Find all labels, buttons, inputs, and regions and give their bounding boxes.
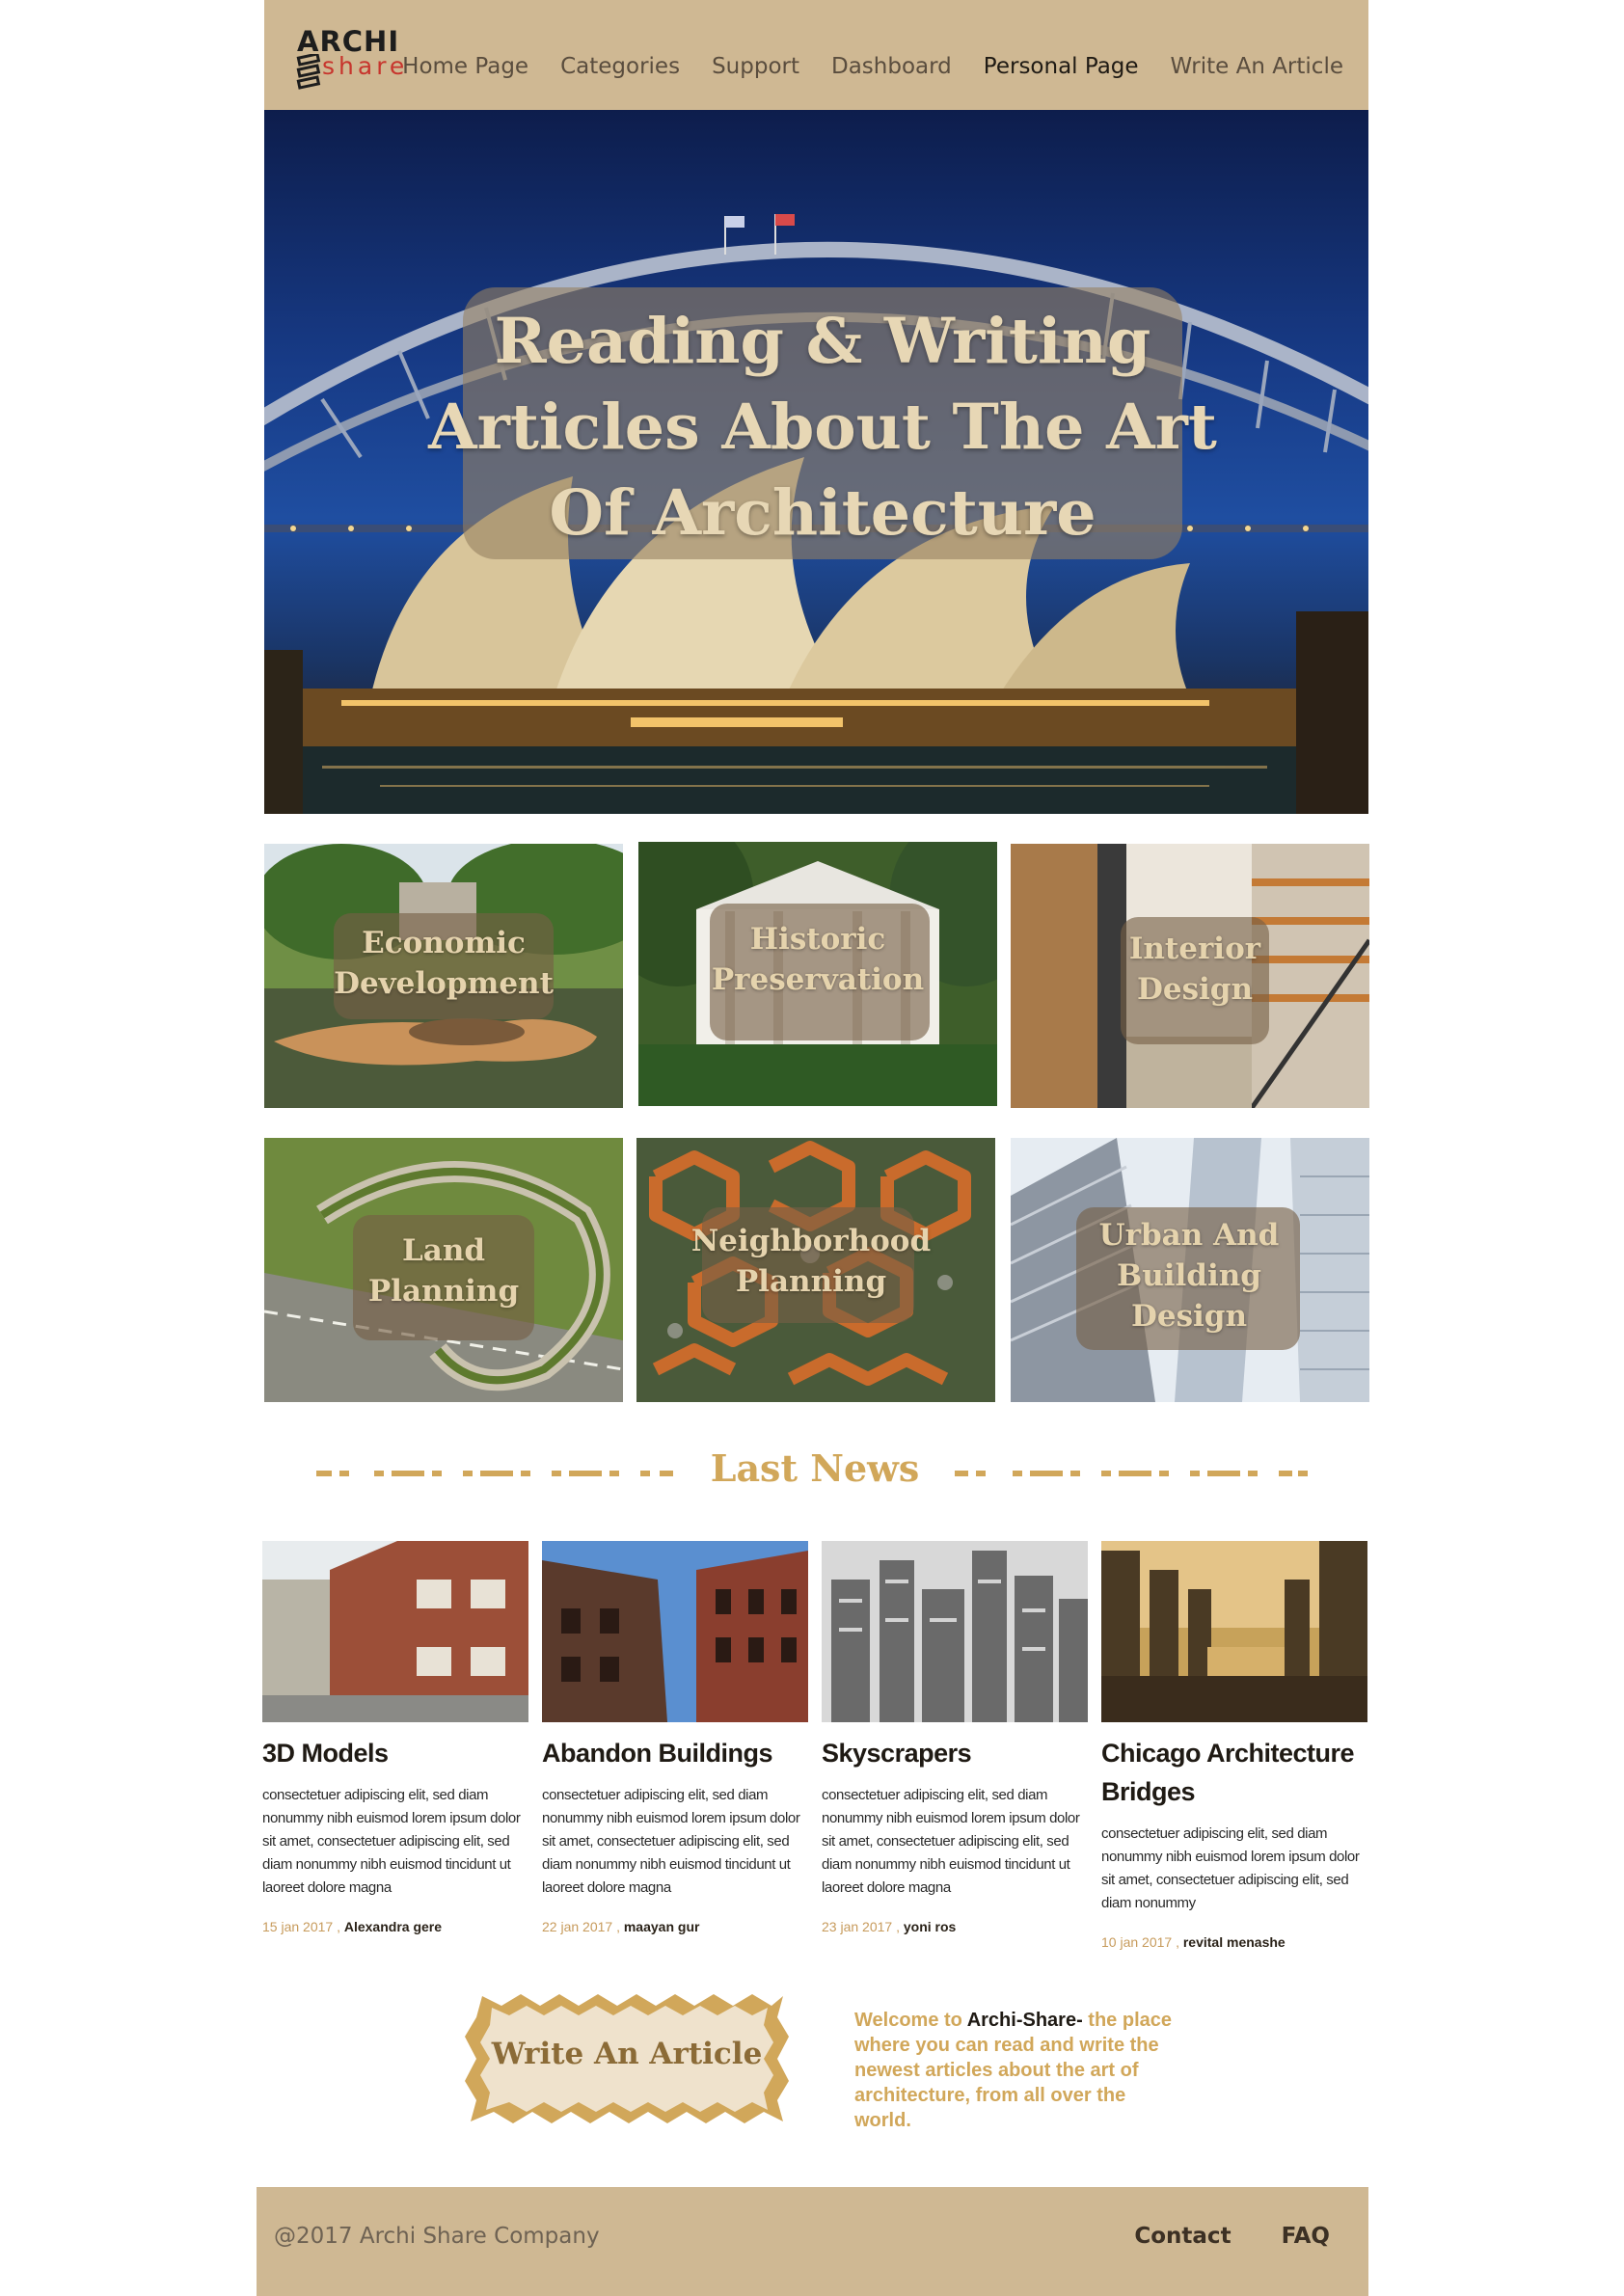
category-interior-design[interactable]	[1011, 844, 1369, 1108]
divider-dash	[569, 1471, 602, 1476]
category-label: Historic Preservation	[711, 922, 925, 997]
news-card-meta	[262, 1919, 528, 1934]
copyright-text: @2017 Archi Share Company	[274, 2224, 600, 2249]
divider-dash	[374, 1471, 384, 1476]
skyscrapers-image[interactable]	[822, 1541, 1088, 1722]
divider-dash	[1119, 1471, 1151, 1476]
news-card-author[interactable]: maayan gur	[623, 1919, 700, 1934]
news-card-title[interactable]: 3D Models	[262, 1739, 389, 1768]
news-card	[1101, 1541, 1367, 1950]
news-card-meta	[542, 1919, 808, 1934]
divider-dash	[316, 1471, 332, 1476]
divider-dash	[1190, 1471, 1200, 1476]
divider-dash	[660, 1471, 673, 1476]
write-article-button[interactable]	[463, 1988, 791, 2129]
nav-personal-page[interactable]: Personal Page	[983, 54, 1139, 79]
footer-links	[1134, 2224, 1330, 2249]
divider-dash	[392, 1471, 424, 1476]
news-card-date: 15 jan 2017 ,	[262, 1919, 340, 1934]
news-card-title[interactable]: Skyscrapers	[822, 1739, 972, 1768]
divider-dash	[1101, 1471, 1111, 1476]
nav-dashboard[interactable]: Dashboard	[830, 54, 952, 79]
divider-dash	[339, 1471, 349, 1476]
footer-link-contact[interactable]: Contact	[1134, 2224, 1232, 2249]
news-card-excerpt: consectetuer adipiscing elit, sed diam nonummy nibh euismod lorem ipsum dolor sit amet, consectetuer adipiscing elit, sed diam nonummy nibh euismod tincidunt ut laoreet dolore magna	[822, 1787, 1080, 1896]
news-card-date: 10 jan 2017 ,	[1101, 1934, 1179, 1950]
site-footer	[257, 2187, 1368, 2296]
welcome-post: the place where you can read and write the newest articles about the art of architecture, from all over the world.	[854, 2010, 1172, 2131]
divider-dash	[1013, 1471, 1022, 1476]
chicago-bridges-image[interactable]	[1101, 1541, 1367, 1722]
category-historic-preservation[interactable]	[638, 842, 997, 1106]
news-card-author[interactable]: revital menashe	[1182, 1934, 1286, 1950]
nav-home-page[interactable]: Home Page	[402, 54, 529, 79]
news-card-date: 22 jan 2017 ,	[542, 1919, 620, 1934]
divider-dash	[1159, 1471, 1169, 1476]
news-card-excerpt: consectetuer adipiscing elit, sed diam nonummy nibh euismod lorem ipsum dolor sit amet, consectetuer adipiscing elit, sed diam nonummy nibh euismod tincidunt ut laoreet dolore magna	[262, 1787, 521, 1896]
last-news-heading: Last News	[710, 1446, 920, 1490]
category-urban-and-building-design[interactable]	[1011, 1138, 1369, 1402]
category-label: Urban And Building Design	[1098, 1218, 1280, 1334]
nav-support[interactable]: Support	[712, 54, 799, 79]
news-card-meta	[822, 1919, 1088, 1934]
divider-dash	[1248, 1471, 1258, 1476]
hero-title: Reading & Writing Articles About The Art Of Architecture	[428, 305, 1217, 550]
news-card-title[interactable]: Chicago Architecture Bridges	[1101, 1739, 1355, 1806]
divider-dash	[1298, 1471, 1308, 1476]
divider-dash	[609, 1471, 619, 1476]
welcome-pre: Welcome to	[854, 2010, 967, 2031]
main-nav	[402, 54, 1343, 79]
nav-categories[interactable]: Categories	[560, 54, 681, 79]
news-card	[822, 1541, 1088, 1934]
news-card-author[interactable]: Alexandra gere	[343, 1919, 443, 1934]
abandon-buildings-image[interactable]	[542, 1541, 808, 1722]
divider-dash	[976, 1471, 986, 1476]
logo-text-archi: ARCHI	[297, 25, 400, 58]
nav-write-an-article[interactable]: Write An Article	[1170, 54, 1343, 79]
hero-banner	[264, 110, 1368, 814]
news-card	[262, 1541, 528, 1934]
welcome-message	[854, 2008, 1182, 2133]
news-card-author[interactable]: yoni ros	[903, 1919, 957, 1934]
3d-models-image[interactable]	[262, 1541, 528, 1722]
divider-dash	[432, 1471, 442, 1476]
divider-dash	[552, 1471, 561, 1476]
news-card-date: 23 jan 2017 ,	[822, 1919, 900, 1934]
logo-mark-icon	[295, 54, 324, 93]
category-label: Land Planning	[367, 1233, 520, 1309]
site-header	[264, 0, 1368, 110]
divider-dash	[1030, 1471, 1063, 1476]
category-neighborhood-planning[interactable]	[636, 1138, 995, 1402]
news-card-excerpt: consectetuer adipiscing elit, sed diam nonummy nibh euismod lorem ipsum dolor sit amet, consectetuer adipiscing elit, sed diam nonummy nibh euismod tincidunt ut laoreet dolore magna	[542, 1787, 800, 1896]
news-card-meta	[1101, 1934, 1367, 1950]
news-card	[542, 1541, 808, 1934]
logo-text-share: share	[322, 52, 409, 80]
divider-dash	[955, 1471, 968, 1476]
welcome-brand: Archi-Share-	[966, 2010, 1083, 2031]
divider-dash	[1279, 1471, 1292, 1476]
category-label: Economic Development	[334, 926, 554, 1001]
divider-dash	[480, 1471, 513, 1476]
category-land-planning[interactable]	[264, 1138, 623, 1402]
write-article-button-label: Write An Article	[491, 2037, 763, 2071]
news-card-excerpt: consectetuer adipiscing elit, sed diam nonummy nibh euismod lorem ipsum dolor sit amet, consectetuer adipiscing elit, sed diam nonummy	[1101, 1825, 1360, 1911]
divider-dash	[521, 1471, 530, 1476]
category-economic-development[interactable]	[264, 844, 623, 1108]
divider-dash	[463, 1471, 473, 1476]
category-label: Interior Design	[1128, 932, 1261, 1007]
divider-dash	[1070, 1471, 1080, 1476]
category-label: Neighborhood Planning	[690, 1224, 932, 1299]
divider-dash	[1207, 1471, 1240, 1476]
news-card-title[interactable]: Abandon Buildings	[542, 1739, 772, 1768]
divider-dash	[640, 1471, 650, 1476]
footer-link-faq[interactable]: FAQ	[1281, 2224, 1330, 2249]
